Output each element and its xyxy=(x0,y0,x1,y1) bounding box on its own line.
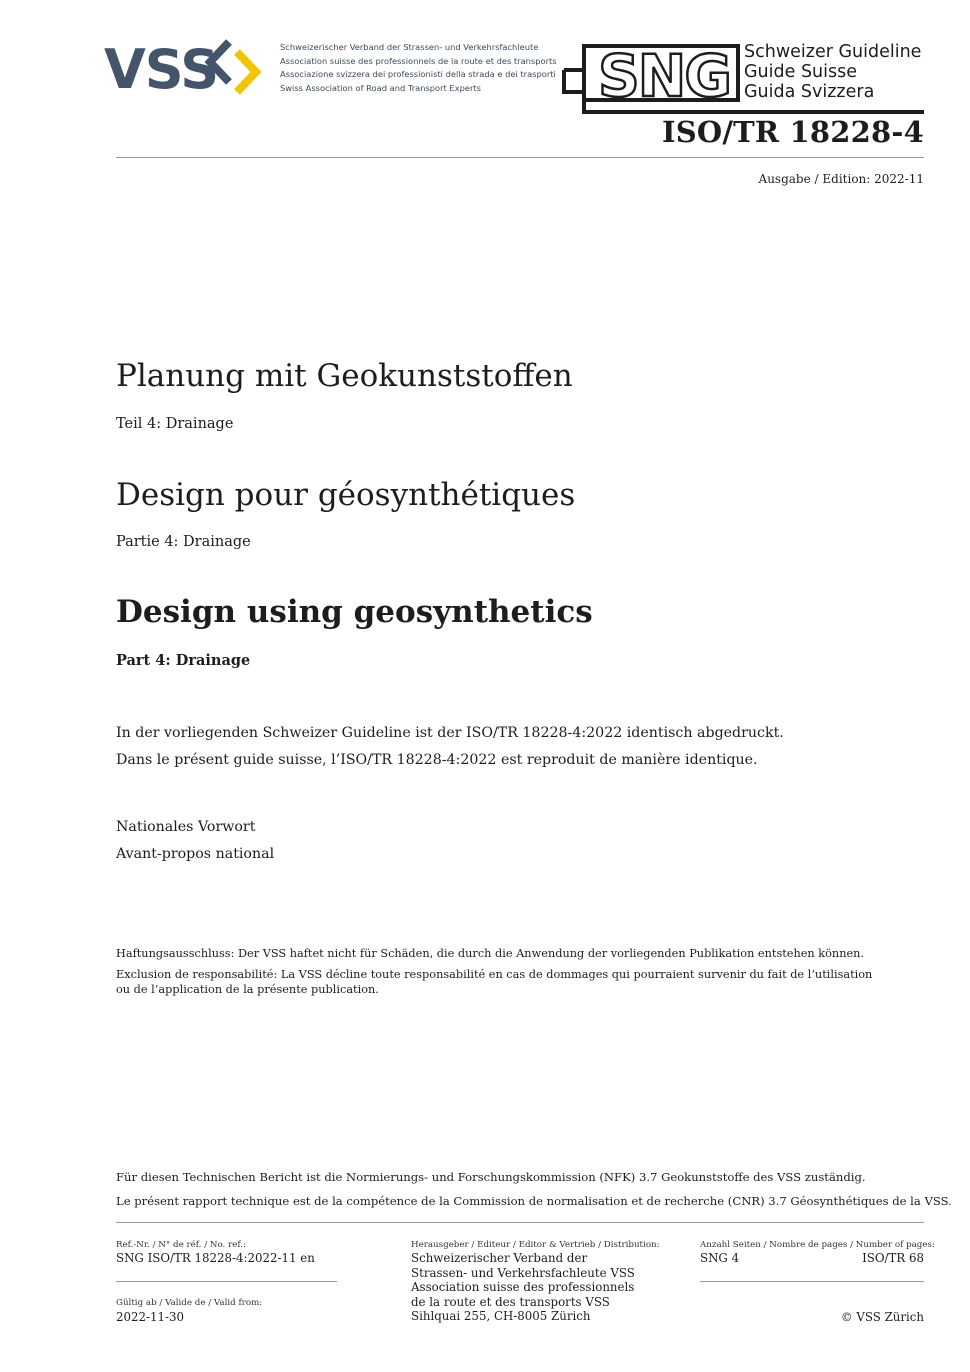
vss-tagline-it: Associazione svizzera dei professionisti della strada e dei trasporti xyxy=(280,69,556,79)
page-count-sng: SNG 4 xyxy=(700,1251,740,1265)
sng-guideline-text xyxy=(744,42,921,102)
publisher-line: Sihlquai 255, CH-8005 Zürich xyxy=(411,1309,591,1324)
vss-tagline-de: Schweizerischer Verband der Strassen- und Verkehrsfachleute xyxy=(280,42,539,52)
vss-tagline-fr: Association suisse des professionnels de la route et des transports xyxy=(280,55,557,66)
page-count-label: Anzahl Seiten / Nombre de pages / Number of pages: xyxy=(700,1240,935,1250)
disclaimer-fr: Exclusion de responsabilité: La VSS décline toute responsabilité en cas de dommages qui pourraient survenir du fait de l’utilisation ou de l’application de la présente publication. xyxy=(116,968,873,996)
vss-logo xyxy=(104,36,266,98)
disclaimer-de: Haftungsausschluss: Der VSS haftet nicht für Schäden, die durch die Anwendung der vorliegenden Publikation entstehen können. xyxy=(116,947,865,960)
national-foreword-fr: Avant-propos national xyxy=(116,846,275,862)
identical-statement-fr: Dans le présent guide suisse, l’ISO/TR 18228-4:2022 est reproduit de manière identique. xyxy=(116,752,758,768)
footer-right-divider xyxy=(700,1281,924,1282)
sng-line-fr: Guide Suisse xyxy=(744,62,858,82)
publisher-line: de la route et des transports VSS xyxy=(411,1294,610,1309)
document-number: ISO/TR 18228-4 xyxy=(661,115,924,149)
page-count-iso: ISO/TR 68 xyxy=(862,1251,924,1265)
responsibility-fr: Le présent rapport technique est de la compétence de la Commission de normalisation et de recherche (CNR) 3.7 Géosynthétiques de la VSS. xyxy=(116,1194,952,1208)
footer-left-divider xyxy=(116,1281,337,1282)
title-english: Design using geosynthetics xyxy=(116,594,593,630)
national-foreword-de: Nationales Vorwort xyxy=(116,819,256,835)
sng-line-de: Schweizer Guideline xyxy=(744,42,922,62)
vss-tagline-en: Swiss Association of Road and Transport Experts xyxy=(280,82,481,93)
title-german: Planung mit Geokunststoffen xyxy=(116,358,573,394)
subtitle-french: Partie 4: Drainage xyxy=(116,534,251,550)
publisher-line: Association suisse des professionnels xyxy=(411,1280,635,1295)
title-french: Design pour géosynthétiques xyxy=(116,477,576,513)
reference-label: Ref.-Nr. / N° de réf. / No. ref.: xyxy=(116,1240,246,1250)
publisher-label: Herausgeber / Editeur / Editor & Vertrieb / Distribution: xyxy=(411,1240,660,1250)
header-divider xyxy=(116,157,924,158)
vss-logo-text: VSS xyxy=(104,38,219,98)
sng-logo-text: SNG xyxy=(598,42,730,110)
copyright: © VSS Zürich xyxy=(840,1310,924,1324)
publisher-line: Strassen- und Verkehrsfachleute VSS xyxy=(411,1265,635,1280)
footer-divider xyxy=(116,1222,924,1223)
identical-statement-de: In der vorliegenden Schweizer Guideline ist der ISO/TR 18228-4:2022 identisch abgedruckt. xyxy=(116,725,784,741)
valid-from-label: Gültig ab / Valide de / Valid from: xyxy=(116,1298,263,1308)
vss-logo-chevron-yellow xyxy=(237,52,256,92)
reference-value: SNG ISO/TR 18228-4:2022-11 en xyxy=(116,1251,315,1265)
responsibility-de: Für diesen Technischen Bericht ist die Normierungs- und Forschungskommission (NFK) 3.7 Geokunststoffe des VSS zuständig. xyxy=(116,1170,866,1184)
subtitle-english: Part 4: Drainage xyxy=(116,652,251,669)
vss-tagline xyxy=(280,41,557,95)
subtitle-german: Teil 4: Drainage xyxy=(116,416,234,432)
sng-line-it: Guida Svizzera xyxy=(744,82,875,102)
publisher-address xyxy=(411,1251,635,1324)
edition-date: Ausgabe / Edition: 2022-11 xyxy=(758,172,924,186)
valid-from-value: 2022-11-30 xyxy=(116,1310,185,1324)
publisher-line: Schweizerischer Verband der xyxy=(411,1251,588,1265)
